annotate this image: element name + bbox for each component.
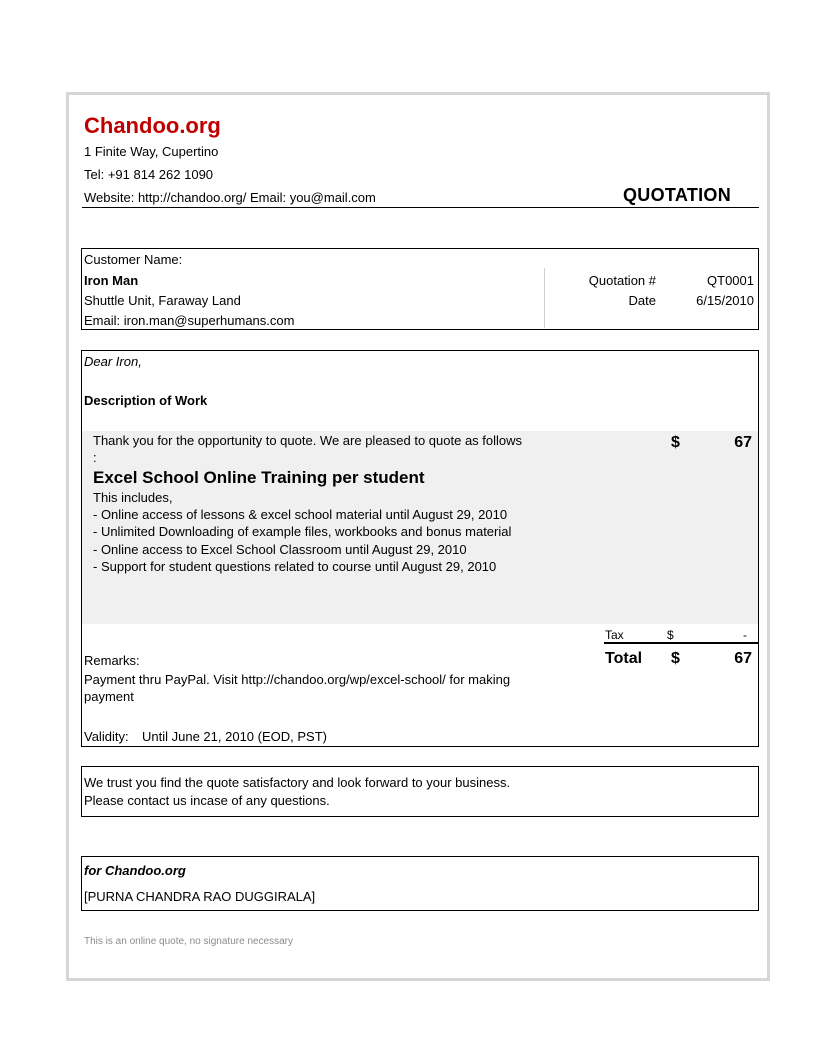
remarks-text-continued: payment	[84, 689, 134, 704]
company-address: 1 Finite Way, Cupertino	[84, 144, 219, 159]
customer-name: Iron Man	[84, 273, 139, 288]
customer-address: Shuttle Unit, Faraway Land	[84, 293, 241, 308]
total-label: Total	[605, 650, 643, 667]
total-currency: $	[671, 650, 680, 667]
tax-value: -	[743, 628, 747, 642]
customer-email: Email: iron.man@superhumans.com	[84, 313, 295, 328]
header-divider	[82, 207, 759, 208]
company-name: Chandoo.org	[84, 113, 221, 138]
date-label: Date	[628, 293, 656, 308]
include-item: - Unlimited Downloading of example files, workbooks and bonus material	[93, 524, 512, 539]
customer-box-divider	[544, 268, 545, 328]
includes-label: This includes,	[93, 490, 173, 505]
intro-text-continued: :	[93, 450, 97, 465]
date-value: 6/15/2010	[696, 293, 754, 308]
closing-text-continued: Please contact us incase of any questions.	[84, 793, 330, 808]
include-item: - Support for student questions related to course until August 29, 2010	[93, 559, 497, 574]
signature-for-label: for Chandoo.org	[84, 863, 186, 878]
closing-box	[81, 766, 759, 817]
item-currency: $	[671, 434, 680, 451]
customer-label: Customer Name:	[84, 252, 183, 267]
company-tel: Tel: +91 814 262 1090	[84, 167, 214, 182]
validity-label: Validity:	[84, 729, 129, 744]
include-item: - Online access to Excel School Classroom until August 29, 2010	[93, 542, 467, 557]
closing-text: We trust you find the quote satisfactory and look forward to your business.	[84, 775, 511, 790]
total-value: 67	[734, 650, 752, 667]
item-amount: 67	[734, 434, 752, 451]
include-item: - Online access of lessons & excel school material until August 29, 2010	[93, 507, 508, 522]
footer-note: This is an online quote, no signature necessary	[84, 936, 294, 947]
section-title: Description of Work	[84, 393, 208, 408]
quotation-number-value: QT0001	[707, 273, 754, 288]
quotation-number-label: Quotation #	[588, 273, 656, 288]
tax-label: Tax	[605, 628, 624, 642]
validity-value: Until June 21, 2010 (EOD, PST)	[142, 729, 327, 744]
total-divider	[604, 642, 758, 644]
document-title: QUOTATION	[623, 185, 732, 205]
tax-currency: $	[667, 628, 674, 642]
greeting: Dear Iron,	[84, 354, 142, 369]
intro-text: Thank you for the opportunity to quote. We are pleased to quote as follows	[93, 433, 523, 448]
remarks-label: Remarks:	[84, 653, 140, 668]
signatory-name: [PURNA CHANDRA RAO DUGGIRALA]	[84, 889, 316, 904]
remarks-text: Payment thru PayPal. Visit http://chandoo.org/wp/excel-school/ for making	[84, 672, 511, 687]
company-contact: Website: http://chandoo.org/ Email: you@mail.com	[84, 190, 376, 205]
item-title: Excel School Online Training per student	[93, 468, 425, 487]
